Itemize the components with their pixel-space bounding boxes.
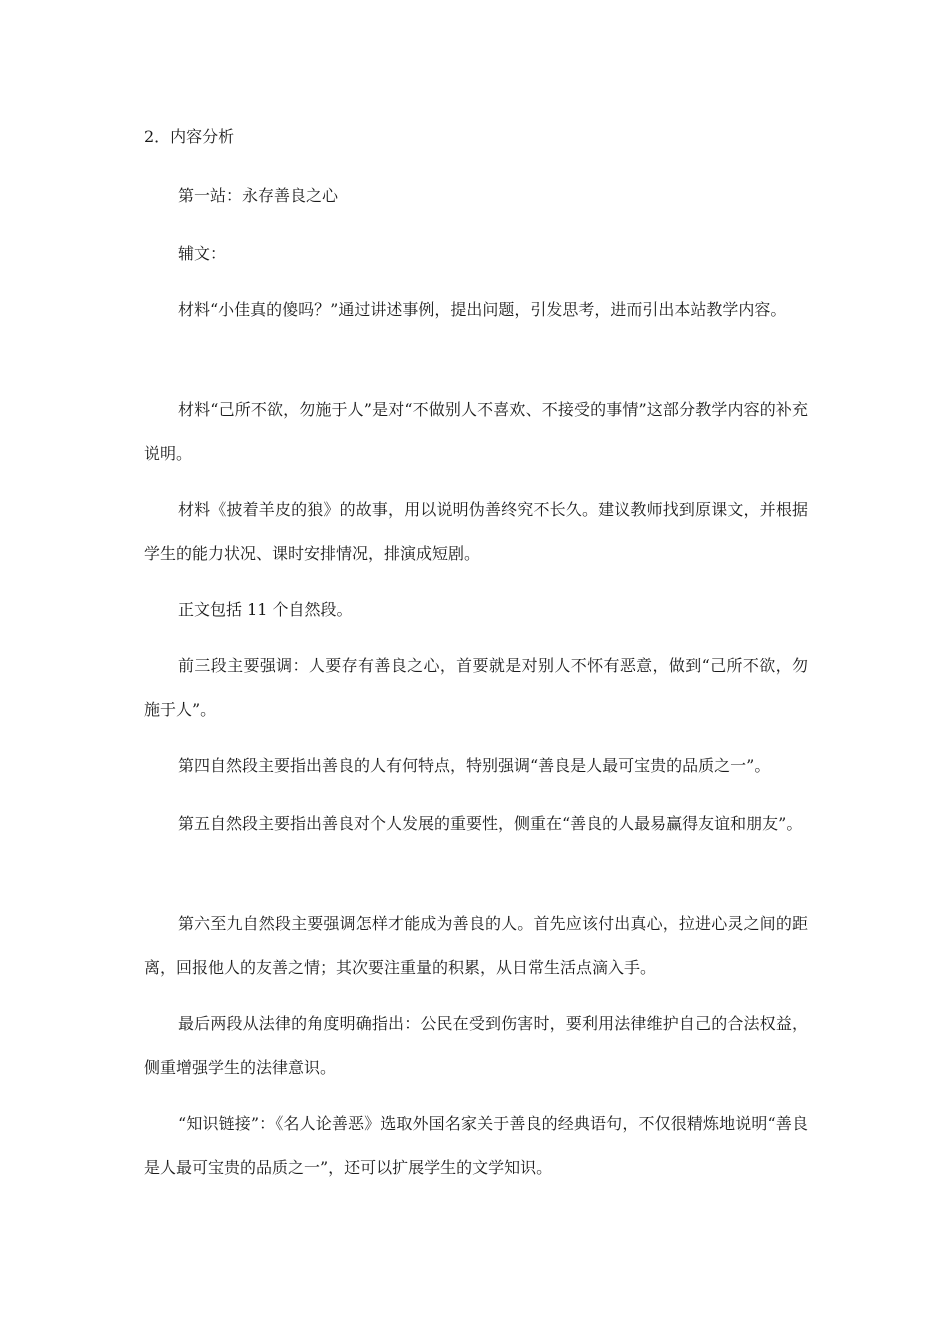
paragraph-material-3: 材料《披着羊皮的狼》的故事，用以说明伪善终究不长久。建议教师找到原课文，并根据学生的能力状况、课时安排情况，排演成短剧。	[144, 500, 808, 563]
paragraph-material-2: 材料“己所不欲，勿施于人”是对“不做别人不喜欢、不接受的事情”这部分教学内容的补充说明。	[144, 400, 808, 463]
paragraph-knowledge-link: “知识链接”：《名人论善恶》选取外国名家关于善良的经典语句，不仅很精炼地说明“善良是人最可宝贵的品质之一”，还可以扩展学生的文学知识。	[144, 1114, 808, 1177]
paragraph-fourth: 第四自然段主要指出善良的人有何特点，特别强调“善良是人最可宝贵的品质之一”。	[178, 756, 771, 775]
paragraph-first-three: 前三段主要强调：人要存有善良之心，首要就是对别人不怀有恶意，做到“己所不欲，勿施于人”。	[144, 656, 808, 719]
paragraph-station-title: 第一站：永存善良之心	[178, 186, 339, 205]
paragraph-auxiliary-label: 辅文：	[178, 244, 227, 263]
section-heading: 2．内容分析	[144, 127, 235, 146]
paragraph-fifth: 第五自然段主要指出善良对个人发展的重要性，侧重在“善良的人最易赢得友谊和朋友”。	[178, 814, 803, 833]
paragraph-sixth-to-ninth: 第六至九自然段主要强调怎样才能成为善良的人。首先应该付出真心，拉进心灵之间的距离，回报他人的友善之情；其次要注重量的积累，从日常生活点滴入手。	[144, 914, 808, 977]
paragraph-body-count: 正文包括 11 个自然段。	[178, 600, 353, 619]
paragraph-last-two: 最后两段从法律的角度明确指出：公民在受到伤害时，要利用法律维护自己的合法权益，侧重增强学生的法律意识。	[144, 1014, 808, 1077]
paragraph-material-1: 材料“小佳真的傻吗？”通过讲述事例，提出问题，引发思考，进而引出本站教学内容。	[178, 300, 787, 319]
